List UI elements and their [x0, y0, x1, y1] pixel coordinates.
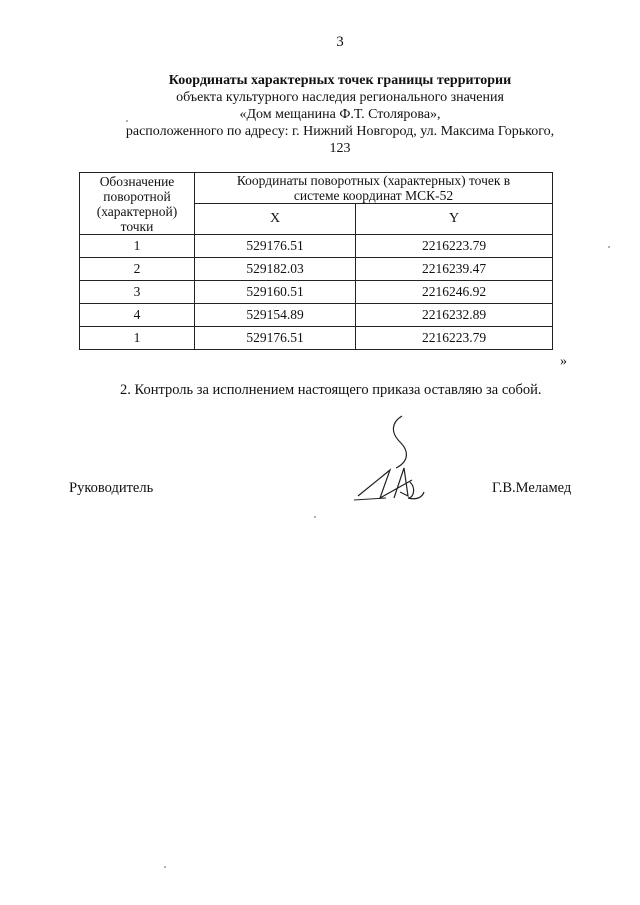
x-cell: 529160.51: [195, 281, 356, 304]
point-cell: 1: [80, 235, 195, 258]
x-cell: 529176.51: [195, 327, 356, 350]
x-column-header: X: [195, 204, 356, 235]
signer-name: Г.В.Меламед: [492, 480, 572, 496]
y-cell: 2216223.79: [356, 327, 553, 350]
y-column-header: Y: [356, 204, 553, 235]
closing-quote: »: [560, 354, 567, 369]
scan-speck: [126, 120, 128, 122]
scan-speck: [608, 246, 610, 248]
heading-line-2: объекта культурного наследия регионального значения: [176, 90, 504, 105]
heading-line-4: расположенного по адресу: г. Нижний Новгород, ул. Максима Горького,: [125, 124, 555, 139]
scan-speck: [314, 516, 316, 518]
table-row: [80, 304, 553, 327]
point-cell: 1: [80, 327, 195, 350]
y-cell: 2216223.79: [356, 235, 553, 258]
coordinates-table: [79, 172, 553, 350]
point-column-header: Обозначение поворотной (характерной) точки: [80, 173, 195, 235]
point-cell: 4: [80, 304, 195, 327]
page-number: 3: [336, 34, 344, 50]
coordinates-column-header: Координаты поворотных (характерных) точек в системе координат МСК-52: [195, 173, 553, 204]
x-cell: 529154.89: [195, 304, 356, 327]
heading-line-5: 123: [329, 141, 351, 156]
y-cell: 2216232.89: [356, 304, 553, 327]
table-row: [80, 258, 553, 281]
heading-title: Координаты характерных точек границы территории: [168, 73, 512, 88]
handwritten-signature: [350, 408, 440, 508]
y-cell: 2216239.47: [356, 258, 553, 281]
y-cell: 2216246.92: [356, 281, 553, 304]
x-cell: 529182.03: [195, 258, 356, 281]
table-row: [80, 281, 553, 304]
x-cell: 529176.51: [195, 235, 356, 258]
scan-speck: [164, 866, 166, 868]
table-row: [80, 235, 553, 258]
point-cell: 3: [80, 281, 195, 304]
point-cell: 2: [80, 258, 195, 281]
signer-role: Руководитель: [69, 480, 154, 496]
table-row: [80, 327, 553, 350]
document-heading: [0, 72, 640, 157]
order-paragraph: 2. Контроль за исполнением настоящего приказа оставляю за собой.: [120, 382, 542, 398]
heading-line-3: «Дом мещанина Ф.Т. Столярова»,: [239, 107, 441, 122]
